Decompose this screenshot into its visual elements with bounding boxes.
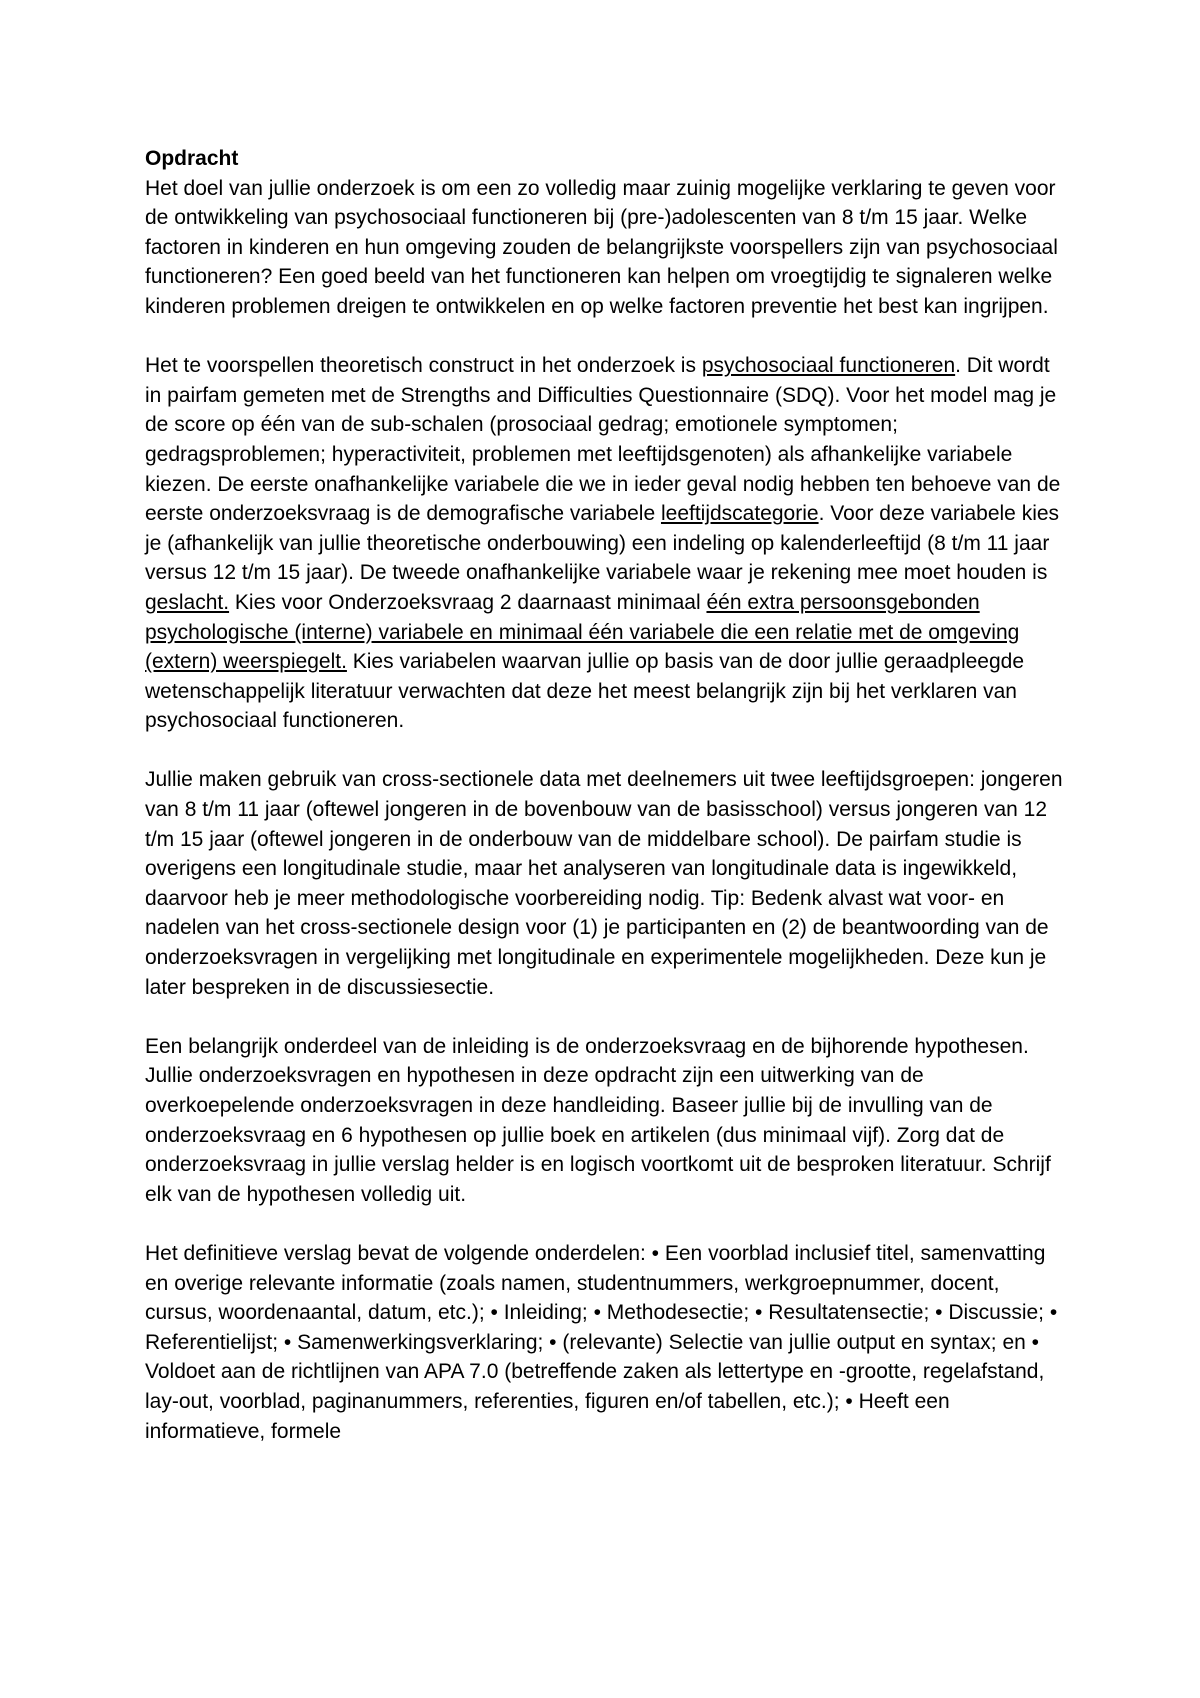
underlined-term-psychosociaal: psychosociaal functioneren xyxy=(701,354,956,378)
paragraph-verslag-onderdelen: Het definitieve verslag bevat de volgende onderdelen: • Een voorblad inclusief titel, samenvatting en overige relevante informatie (zoals namen, studentnummers, werkgroepnummer, docent, cursus, woordenaantal, datum, etc.); • Inleiding; • Methodesectie; • Resultatensectie; • Discussie; • Referentielijst; • Samenwerkingsverklaring; • (relevante) Selectie van jullie output en syntax; en • Voldoet aan de richtlijnen van APA 7.0 (betreffende zaken als lettertype en -grootte, regelafstand, lay-out, voorblad, paginanummers, referenties, figuren en/of tabellen, etc.); • Heeft een informatieve, formele xyxy=(145,1241,1058,1443)
document-body xyxy=(145,144,1065,1476)
paragraph-onderzoeksvraag: Een belangrijk onderdeel van de inleiding is de onderzoeksvraag en de bijhorende hypothesen. Jullie onderzoeksvragen en hypothesen in deze opdracht zijn een uitwerking van de overkoepelende onderzoeksvragen in deze handleiding. Baseer jullie bij de invulling van de onderzoeksvraag en 6 hypothesen op jullie boek en artikelen (dus minimaal vijf). Zorg dat de onderzoeksvraag in jullie verslag helder is en logisch voortkomt uit de besproken literatuur. Schrijf elk van de hypothesen volledig uit. xyxy=(145,1034,1051,1206)
paragraph-text: Kies voor Onderzoeksvraag 2 daarnaast minimaal xyxy=(229,590,707,614)
paragraph-construct xyxy=(145,351,1065,736)
document-heading: Opdracht xyxy=(145,147,239,170)
paragraph-cross-sectioneel: Jullie maken gebruik van cross-sectionele data met deelnemers uit twee leeftijdsgroepen: jongeren van 8 t/m 11 jaar (oftewel jongeren in de bovenbouw van de basisschool) versus jongeren van 12 t/m 15 jaar (oftewel jongeren in de onderbouw van de middelbare school). De pairfam studie is overigens een longitudinale studie, maar het analyseren van longitudinale data is ingewikkeld, daarvoor heb je meer methodologische voorbereiding nodig. Tip: Bedenk alvast wat voor- en nadelen van het cross-sectionele design voor (1) je participanten en (2) de beantwoording van de onderzoeksvragen in vergelijking met longitudinale en experimentele mogelijkheden. Deze kun je later bespreken in de discussiesectie. xyxy=(145,768,1063,999)
underlined-term-geslacht: geslacht. xyxy=(145,590,230,614)
paragraph-doel: Het doel van jullie onderzoek is om een zo volledig maar zuinig mogelijke verklaring te geven voor de ontwikkeling van psychosociaal functioneren bij (pre-)adolescenten van 8 t/m 15 jaar. Welke factoren in kinderen en hun omgeving zouden de belangrijkste voorspellers zijn van psychosociaal functioneren? Een goed beeld van het functioneren kan helpen om vroegtijdig te signaleren welke kinderen problemen dreigen te ontwikkelen en op welke factoren preventie het best kan ingrijpen. xyxy=(145,176,1058,318)
paragraph-text: . Dit wordt in pairfam gemeten met de Strengths and Difficulties Questionnaire (SDQ). Voor het model mag je de score op één van de sub-schalen (prosociaal gedrag; emotionele symptomen; gedragsproblemen; hyperactiviteit, problemen met leeftijdsgenoten) als afhankelijke variabele kiezen. De eerste onafhankelijke variabele die we in ieder geval nodig hebben ten behoeve van de eerste onderzoeksvraag is de demografische variabele xyxy=(145,354,1061,526)
underlined-term-variabelen: één extra persoonsgebonden psychologische (interne) variabele en minimaal één variabele die een relatie met de omgeving (extern) weerspiegelt. xyxy=(145,590,1020,674)
underlined-term-leeftijdscategorie: leeftijdscategorie xyxy=(660,502,819,526)
paragraph-text: Kies variabelen waarvan jullie op basis van de door jullie geraadpleegde wetenschappelijk literatuur verwachten dat deze het meest belangrijk zijn bij het verklaren van psychosociaal functioneren. xyxy=(145,650,1025,733)
paragraph-text: . Voor deze variabele kies je (afhankelijk van jullie theoretische onderbouwing) een indeling op kalenderleeftijd (8 t/m 11 jaar versus 12 t/m 15 jaar). De tweede onafhankelijke variabele waar je rekening mee moet houden is xyxy=(145,502,1060,585)
paragraph-text: Het te voorspellen theoretisch construct in het onderzoek is xyxy=(145,354,702,378)
